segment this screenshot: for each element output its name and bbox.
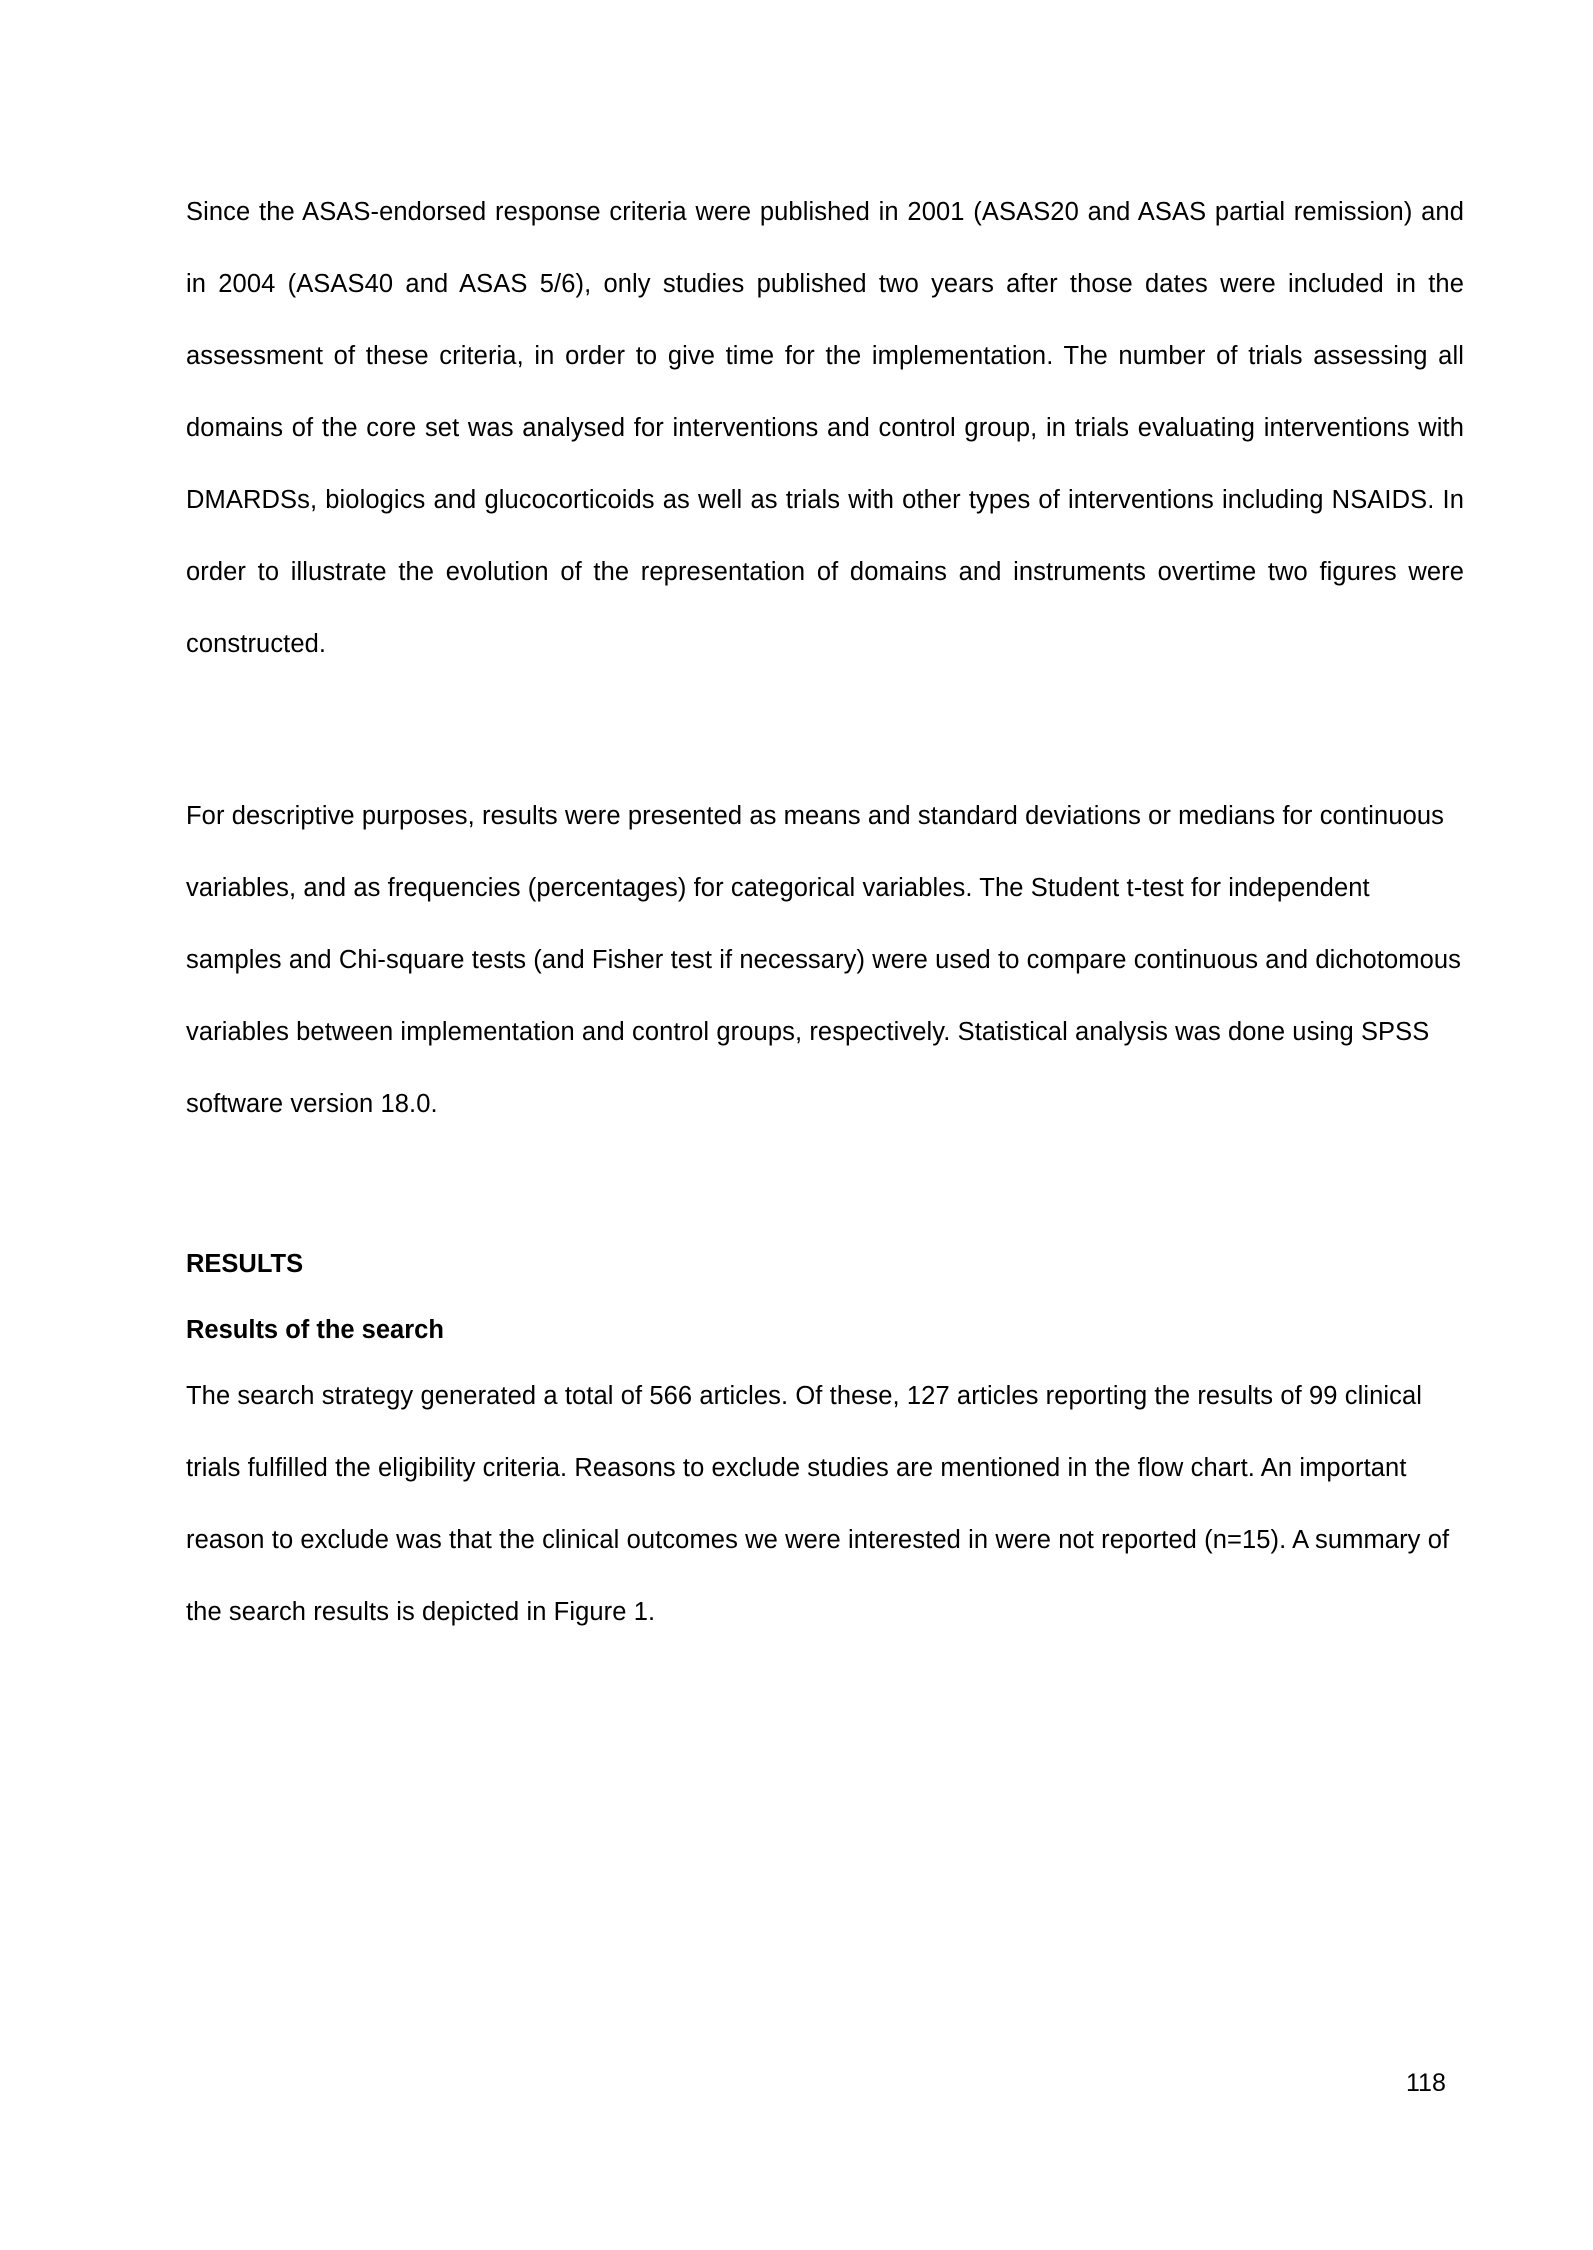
section-spacer bbox=[186, 1140, 1464, 1228]
page-content bbox=[186, 176, 1464, 1648]
paragraph-methods-criteria: Since the ASAS-endorsed response criteria were published in 2001 (ASAS20 and ASAS partial remission) and in 2004 (ASAS40 and ASAS 5/6), only studies published two years after those dates were included in the assessment of these criteria, in order to give time for the implementation. The number of trials assessing all domains of the core set was analysed for interventions and control group, in trials evaluating interventions with DMARDSs, biologics and glucocorticoids as well as trials with other types of interventions including NSAIDS. In order to illustrate the evolution of the representation of domains and instruments overtime two figures were constructed. bbox=[186, 198, 1464, 658]
section-heading-results: RESULTS bbox=[186, 1250, 304, 1278]
paragraph-spacer bbox=[186, 680, 1464, 780]
paragraph-search-results: The search strategy generated a total of 566 articles. Of these, 127 articles reporting the results of 99 clinical trials fulfilled the eligibility criteria. Reasons to exclude studies are mentioned in the flow chart. An important reason to exclude was that the clinical outcomes we were interested in were not reported (n=15). A summary of the search results is depicted in Figure 1. bbox=[186, 1382, 1450, 1626]
paragraph-statistics: For descriptive purposes, results were presented as means and standard deviations or medians for continuous variables, and as frequencies (percentages) for categorical variables. The Student t-test for independent samples and Chi-square tests (and Fisher test if necessary) were used to compare continuous and dichotomous variables between implementation and control groups, respectively. Statistical analysis was done using SPSS software version 18.0. bbox=[186, 802, 1462, 1118]
subsection-heading-results-of-the-search: Results of the search bbox=[186, 1316, 444, 1344]
page-number: 118 bbox=[1406, 2069, 1446, 2097]
